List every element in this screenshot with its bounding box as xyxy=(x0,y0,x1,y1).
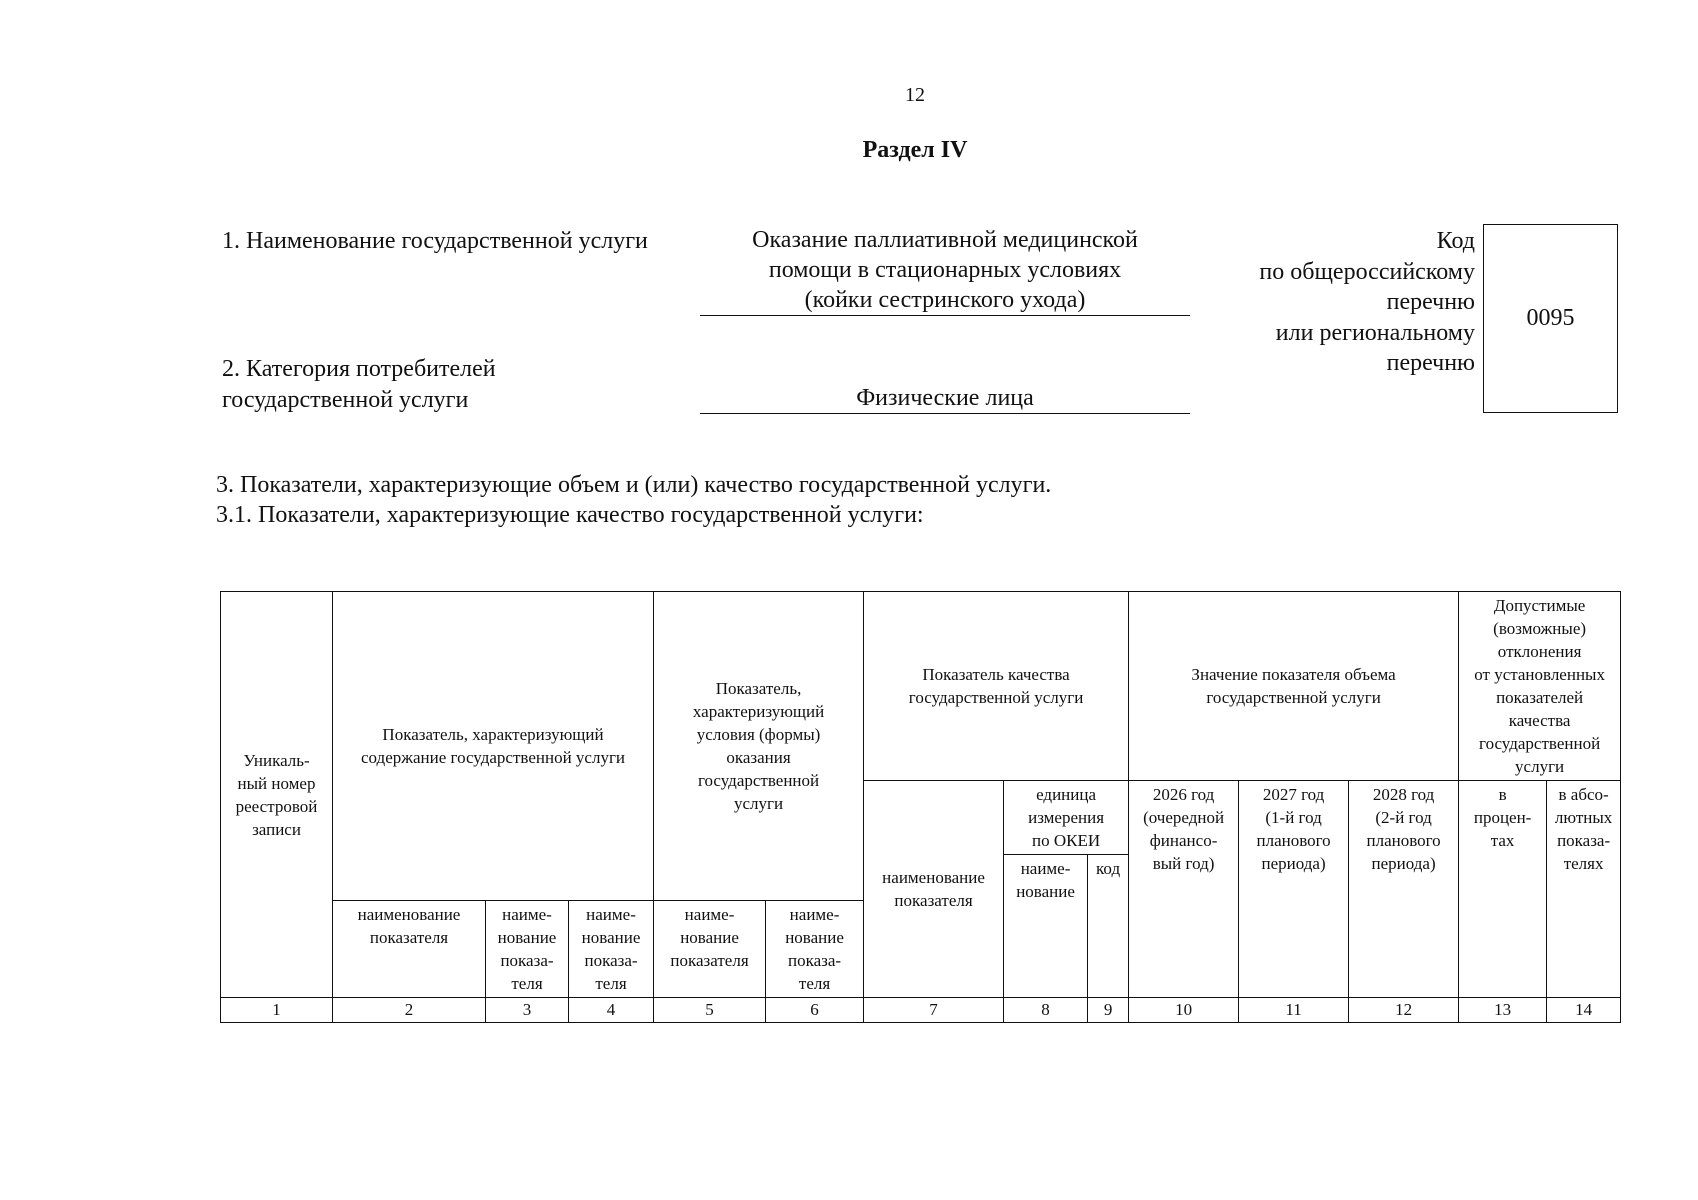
consumers-underline xyxy=(700,413,1190,414)
subheader-condition-name-6: наиме- нование показа- теля xyxy=(766,901,864,998)
subheader-condition-name-5: наиме- нование показателя xyxy=(654,901,766,998)
header-conditions-indicator: Показатель, характеризующий условия (формы) оказания государственной услуги xyxy=(654,592,864,901)
column-number: 3 xyxy=(486,998,569,1023)
column-number: 13 xyxy=(1459,998,1547,1023)
registry-code-caption: Код по общероссийскому перечню или региональному перечню xyxy=(1259,228,1475,376)
subheader-content-name-2: наименование показателя xyxy=(333,901,486,998)
header-year-2028: 2028 год (2-й год планового периода) xyxy=(1349,781,1459,998)
column-number: 6 xyxy=(766,998,864,1023)
heading-volume-quality: 3. Показатели, характеризующие объем и (или) качество государственной услуги. xyxy=(216,472,1052,498)
consumers-value: Физические лица xyxy=(856,385,1034,411)
service-name-value: Оказание паллиативной медицинской помощи в стационарных условиях (койки сестринского ухода) xyxy=(752,227,1138,313)
consumers-label: 2. Категория потребителей государственной услуги xyxy=(222,356,496,413)
registry-code-value: 0095 xyxy=(1526,305,1575,331)
section-title: Раздел IV xyxy=(862,137,968,163)
column-number: 5 xyxy=(654,998,766,1023)
page-number: 12 xyxy=(905,84,925,106)
column-number: 9 xyxy=(1088,998,1129,1023)
column-number: 1 xyxy=(221,998,333,1023)
column-number: 14 xyxy=(1547,998,1621,1023)
header-allowed-deviation: Допустимые (возможные) отклонения от установленных показателей качества государственной услуги xyxy=(1459,592,1621,781)
header-unit-code: код xyxy=(1088,855,1129,998)
column-number: 2 xyxy=(333,998,486,1023)
service-name-label: 1. Наименование государственной услуги xyxy=(222,228,648,254)
header-quality-indicator: Показатель качества государственной услуги xyxy=(864,592,1129,781)
subheader-content-name-3: наиме- нование показа- теля xyxy=(486,901,569,998)
column-number: 11 xyxy=(1239,998,1349,1023)
service-name-underline xyxy=(700,315,1190,316)
registry-code-box xyxy=(1483,224,1618,413)
column-number: 10 xyxy=(1129,998,1239,1023)
column-number: 12 xyxy=(1349,998,1459,1023)
subheader-content-name-4: наиме- нование показа- теля xyxy=(569,901,654,998)
column-number: 8 xyxy=(1004,998,1088,1023)
heading-quality: 3.1. Показатели, характеризующие качество государственной услуги: xyxy=(216,502,924,528)
header-deviation-percent: в процен- тах xyxy=(1459,781,1547,998)
header-year-2027: 2027 год (1-й год планового периода) xyxy=(1239,781,1349,998)
quality-indicators-table xyxy=(220,591,1621,1023)
column-number: 4 xyxy=(569,998,654,1023)
header-unique-number: Уникаль- ный номер реестровой записи xyxy=(221,592,333,998)
header-quality-indicator-name: наименование показателя xyxy=(864,781,1004,998)
header-unit-okei: единица измерения по ОКЕИ xyxy=(1004,781,1129,855)
header-content-indicator: Показатель, характеризующий содержание государственной услуги xyxy=(333,592,654,901)
column-number: 7 xyxy=(864,998,1004,1023)
header-year-2026: 2026 год (очередной финансо- вый год) xyxy=(1129,781,1239,998)
header-volume-value: Значение показателя объема государственной услуги xyxy=(1129,592,1459,781)
header-unit-name: наиме- нование xyxy=(1004,855,1088,998)
header-deviation-absolute: в абсо- лютных показа- телях xyxy=(1547,781,1621,998)
